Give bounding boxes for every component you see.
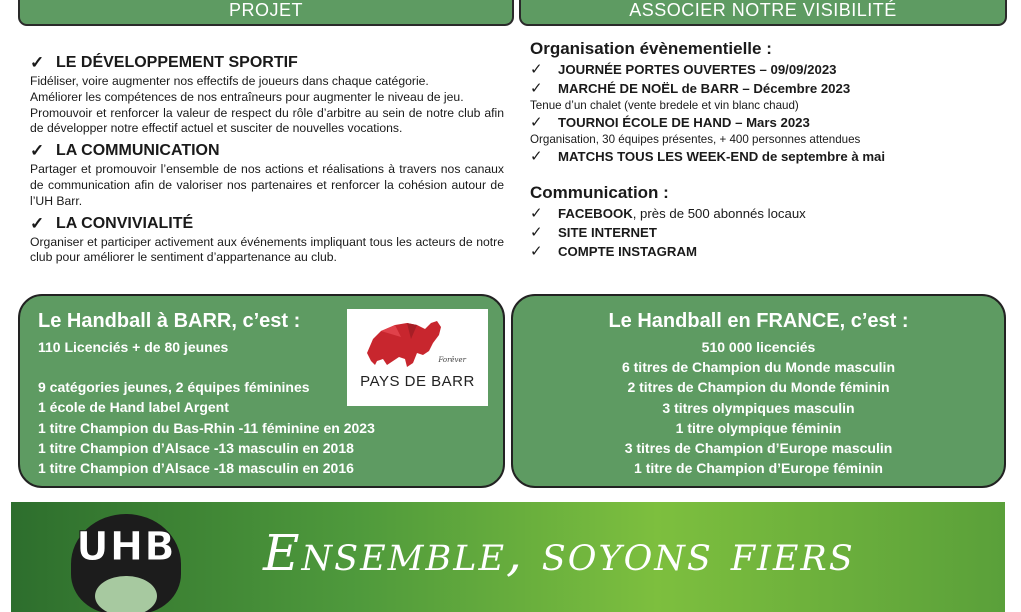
event-item: ✓ MATCHS TOUS LES WEEK-END de septembre à mai	[530, 148, 886, 165]
bear-icon	[347, 309, 488, 406]
checkmark-icon: ✓	[30, 53, 45, 72]
section-convivialite	[30, 214, 504, 267]
box-line: 1 titre Champion d’Alsace -18 masculin en 2016	[38, 460, 354, 477]
comm-item: ✓ FACEBOOK , près de 500 abonnés locaux	[530, 205, 806, 222]
box-line: 1 école de Hand label Argent	[38, 399, 229, 416]
slogan-banner	[11, 502, 1005, 612]
section-communication	[30, 141, 504, 209]
section-sportif	[30, 53, 504, 137]
checkmark-icon: ✓	[530, 205, 543, 222]
logo-brand: PAYS DE BARR	[360, 373, 475, 390]
section-text: Partager et promouvoir l’ensemble de nos actions et réalisations à travers nos canaux de communication afin de valoriser nos partenaires et renforcer la cohésion autour de l’UH Barr.	[30, 162, 504, 208]
box-title: Le Handball en FRANCE, c’est :	[608, 310, 909, 332]
box-line: 1 titre olympique féminin	[675, 419, 842, 436]
section-title: LE DÉVELOPPEMENT SPORTIF	[56, 54, 298, 71]
text-line: Améliorer les compétences de nos entraîneurs pour augmenter le niveau de jeu.	[30, 89, 464, 104]
section-text: Organiser et participer activement aux événements impliquant tous les acteurs de notre club pour améliorer le sentiment d’appartenance au club.	[30, 234, 504, 265]
box-line: 1 titre Champion du Bas-Rhin -11 féminine en 2023	[38, 419, 375, 436]
uhb-logo	[67, 514, 185, 612]
checkmark-icon: ✓	[30, 213, 45, 233]
section-title: LA CONVIVIALITÉ	[56, 214, 194, 232]
box-line: 3 titres olympiques masculin	[662, 399, 855, 416]
event-item: ✓ JOURNÉE PORTES OUVERTES – 09/09/2023	[530, 61, 837, 78]
project-column	[30, 53, 504, 270]
box-line: 3 titres de Champion d’Europe masculin	[624, 440, 893, 457]
checkmark-icon: ✓	[530, 114, 543, 131]
section-text	[30, 74, 504, 137]
pays-de-barr-logo	[347, 309, 488, 406]
events-title: Organisation évènementielle :	[530, 39, 772, 58]
banner-slogan: Ensemble, soyons fiers	[263, 524, 855, 582]
communication-title: Communication :	[530, 183, 669, 202]
box-line: 6 titres de Champion du Monde masculin	[621, 359, 896, 376]
event-item: ✓ TOURNOI ÉCOLE DE HAND – Mars 2023	[530, 114, 810, 131]
text-line: Fidéliser, voire augmenter nos effectifs de joueurs dans chaque catégorie.	[30, 74, 429, 88]
checkmark-icon: ✓	[530, 243, 543, 260]
box-line: 110 Licenciés + de 80 jeunes	[38, 339, 229, 355]
header-projet: PROJET	[18, 0, 514, 26]
checkmark-icon: ✓	[530, 80, 543, 97]
event-item: ✓ MARCHÉ DE NOËL de BARR – Décembre 2023	[530, 80, 851, 97]
checkmark-icon: ✓	[30, 141, 45, 161]
logo-script: Forêver	[438, 356, 466, 364]
box-line: 9 catégories jeunes, 2 équipes féminines	[38, 379, 310, 396]
text-line: Promouvoir et renforcer la valeur de respect du rôle d’arbitre au sein de notre club afin de développer notre effectif actuel et susciter de nouvelles vocations.	[30, 105, 504, 136]
box-line	[38, 357, 375, 377]
header-visibilite: ASSOCIER NOTRE VISIBILITÉ	[519, 0, 1007, 26]
logo-text: UHB	[76, 524, 176, 570]
comm-item: ✓ SITE INTERNET	[530, 224, 657, 241]
box-line: 2 titres de Champion du Monde féminin	[627, 379, 890, 396]
comm-item: ✓ COMPTE INSTAGRAM	[530, 243, 697, 260]
france-handball-box	[511, 294, 1006, 488]
box-lines	[513, 337, 1004, 478]
box-title: Le Handball à BARR, c’est :	[38, 310, 301, 332]
box-lines	[38, 337, 375, 478]
box-line: 1 titre de Champion d’Europe féminin	[634, 460, 883, 477]
event-note: Organisation, 30 équipes présentes, + 400 personnes attendues	[530, 133, 861, 146]
box-line: 1 titre Champion d’Alsace -13 masculin en 2018	[38, 439, 354, 456]
section-title: LA COMMUNICATION	[56, 142, 220, 160]
ball-icon	[95, 576, 157, 612]
visibility-column	[530, 38, 1000, 261]
event-note: Tenue d’un chalet (vente bredele et vin blanc chaud)	[530, 99, 799, 112]
checkmark-icon: ✓	[530, 61, 543, 78]
checkmark-icon: ✓	[530, 224, 543, 241]
checkmark-icon: ✓	[530, 148, 543, 165]
box-line: 510 000 licenciés	[701, 339, 816, 355]
